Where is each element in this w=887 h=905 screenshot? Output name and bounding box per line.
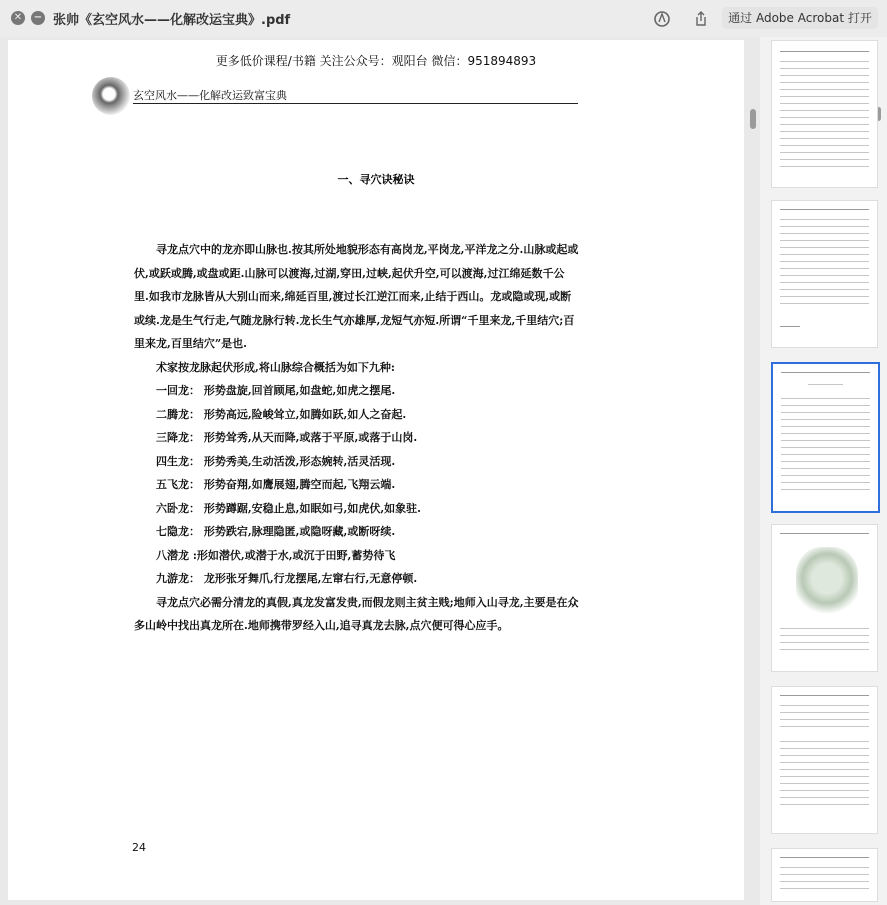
body-text bbox=[134, 238, 579, 638]
document-scrollbar[interactable] bbox=[749, 40, 757, 900]
minimize-button[interactable]: − bbox=[31, 11, 45, 25]
list-item: 二腾龙： 形势高远,险峻耸立,如腾如跃,如人之奋起. bbox=[156, 407, 407, 421]
share-icon[interactable] bbox=[691, 9, 711, 29]
list-item: 一回龙： 形势盘旋,回首顾尾,如盘蛇,如虎之摆尾. bbox=[156, 384, 396, 397]
header-rule bbox=[133, 103, 578, 104]
list-item: 五飞龙： 形势奋翔,如鹰展翅,腾空而起,飞翔云端. bbox=[156, 478, 396, 491]
list-item: 七隐龙： 形势跌宕,脉理隐匿,或隐呀藏,或断呀续. bbox=[156, 525, 396, 538]
section-title: 一、寻穴诀秘诀 bbox=[337, 173, 415, 186]
paragraph: 寻龙点穴必需分清龙的真假,真龙发富发贵,而假龙则主贫主贱;地师入山寻龙,主要是在众多山岭中找出真龙所在.地师携带罗经入山,追寻真龙去脉,点穴便可得心应手。 bbox=[134, 595, 579, 632]
thumbnail-page[interactable] bbox=[771, 848, 878, 902]
list-item: 九游龙： 龙形张牙舞爪,行龙摆尾,左窜右行,无意停顿. bbox=[156, 572, 418, 585]
close-button[interactable]: ✕ bbox=[11, 11, 25, 25]
list-item: 六卧龙： 形势蹲踞,安稳止息,如眠如弓,如虎伏,如象驻. bbox=[156, 501, 421, 515]
list-item: 八潜龙 :形如潜伏,或潜于水,或沉于田野,蓄势待飞 bbox=[156, 548, 396, 562]
title-bar bbox=[0, 0, 887, 37]
logo-image bbox=[92, 77, 130, 115]
thumbnail-page[interactable] bbox=[771, 200, 878, 348]
thumbnail-page[interactable] bbox=[771, 686, 878, 834]
open-in-acrobat-button[interactable]: 通过 Adobe Acrobat 打开 bbox=[722, 7, 878, 29]
window-title: 张帅《玄空风水——化解改运宝典》.pdf bbox=[53, 13, 291, 28]
paragraph: 寻龙点穴中的龙亦即山脉也.按其所处地貌形态有高岗龙,平岗龙,平洋龙之分.山脉或起或伏,或跃或腾,或盘或距.山脉可以渡海,过湖,穿田,过峡,起伏升空,可以渡海,过江绵延数千公里.如我市龙脉皆从大别山而来,绵延百里,渡过长江逆江而来,止结于西山。龙或隐或现,或断或续.龙是生气行走,气随龙脉行转.龙长生气亦雄厚,龙短气亦短.所谓“千里来龙,千里结穴;百里来龙,百里结穴”是也. bbox=[134, 243, 579, 350]
markup-icon[interactable] bbox=[652, 9, 672, 29]
page-header: 更多低价课程/书籍 关注公众号：观阳台 微信：951894893 bbox=[215, 54, 537, 68]
paragraph: 术家按龙脉起伏形成,将山脉综合概括为如下九种: bbox=[156, 360, 395, 374]
pdf-page bbox=[8, 40, 744, 900]
document-scroll-thumb[interactable] bbox=[750, 109, 756, 129]
thumbnail-page-current[interactable] bbox=[771, 362, 880, 513]
list-item: 四生龙： 形势秀美,生动活泼,形态婉转,活灵活现. bbox=[156, 454, 396, 468]
thumbnail-page[interactable] bbox=[771, 524, 878, 672]
thumbnail-page[interactable] bbox=[771, 40, 878, 188]
page-number: 24 bbox=[132, 841, 146, 854]
running-head: 玄空风水——化解改运致富宝典 bbox=[133, 89, 287, 102]
list-item: 三降龙： 形势耸秀,从天而降,或落于平原,或落于山岗. bbox=[156, 431, 418, 444]
